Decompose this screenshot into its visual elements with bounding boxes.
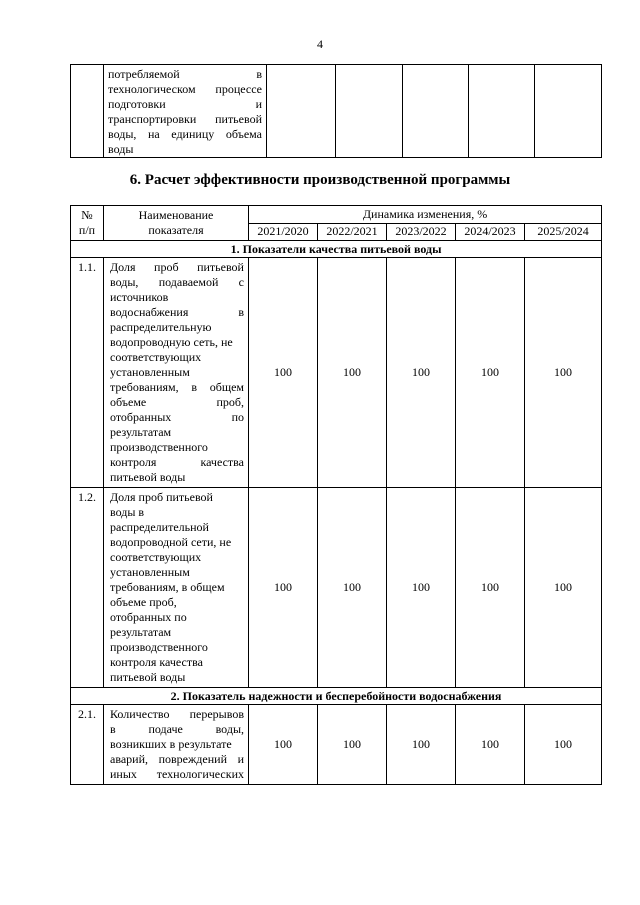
text-line (110, 520, 244, 535)
text-line (110, 290, 244, 305)
text-line (108, 142, 262, 157)
text-line (110, 425, 244, 440)
text-word: в (256, 67, 262, 81)
text-line (110, 505, 244, 520)
value-cell: 100 (525, 488, 602, 688)
header-period-cell: 2024/2023 (456, 223, 525, 241)
value-cell: 100 (318, 705, 387, 785)
text-word: воды, (215, 722, 244, 736)
text-word: отобранных по (110, 610, 187, 624)
text-line (110, 595, 244, 610)
text-word: водопроводную сеть, не (110, 335, 233, 349)
table-row (71, 705, 602, 785)
text-line (110, 565, 244, 580)
text-word: Доля проб питьевой (110, 490, 213, 504)
text-word: подготовки (108, 97, 166, 111)
value-cell: 100 (387, 705, 456, 785)
text-word: воды в (110, 505, 145, 519)
row-index: 2.1. (71, 705, 104, 785)
row-name-cell (104, 488, 249, 688)
text-word: подаваемой (158, 275, 219, 289)
header-period-cell: 2023/2022 (387, 223, 456, 241)
table-row (71, 258, 602, 488)
text-word: технологическом (108, 82, 196, 96)
text-line (110, 625, 244, 640)
value-cell: 100 (456, 705, 525, 785)
text-word: Доля (110, 260, 136, 274)
text-word: общем (209, 380, 244, 394)
text-word: перерывов (189, 707, 244, 721)
text-word: единицу (171, 127, 215, 141)
text-word: питьевой (215, 112, 262, 126)
header-num-sublabel: п/п (78, 223, 96, 237)
text-word: процессе (215, 82, 262, 96)
text-word: воды (108, 142, 134, 156)
text-word: в (238, 305, 244, 319)
text-word: распределительной (110, 520, 209, 534)
text-word: транспортировки (108, 112, 197, 126)
text-line (110, 350, 244, 365)
text-word: результатам (110, 625, 172, 639)
text-line (110, 335, 244, 350)
value-cell: 100 (249, 258, 318, 488)
text-line (110, 490, 244, 505)
text-word: объеме (110, 395, 147, 409)
header-row-1 (71, 206, 602, 224)
text-word: воды, (110, 275, 139, 289)
text-line (108, 67, 262, 82)
text-word: проб (154, 260, 179, 274)
carryover-value-cell (267, 65, 336, 158)
text-word: требованиям, в общем (110, 580, 225, 594)
text-word: в (110, 722, 116, 736)
text-word: производственного (110, 640, 208, 654)
value-cell: 100 (456, 488, 525, 688)
text-line (110, 260, 244, 275)
text-line (110, 767, 244, 782)
text-line (108, 97, 262, 112)
text-word: контроля качества (110, 655, 203, 669)
text-word: результатам (110, 425, 172, 439)
text-word: технологических (156, 767, 244, 781)
value-cell: 100 (387, 488, 456, 688)
section-title-cell: 1. Показатели качества питьевой воды (71, 241, 602, 258)
carryover-value-cell (336, 65, 403, 158)
text-word: питьевой воды (110, 470, 186, 484)
text-line (110, 440, 244, 455)
text-line (108, 127, 262, 142)
text-line (108, 112, 262, 127)
header-period-cell: 2025/2024 (525, 223, 602, 241)
text-word: Количество (110, 707, 170, 721)
text-word: повреждений (158, 752, 227, 766)
text-word: распределительную (110, 320, 212, 334)
text-line (110, 365, 244, 380)
text-word: иных (110, 767, 137, 781)
text-line (110, 455, 244, 470)
header-name-label: Наименование (138, 208, 214, 222)
text-line (110, 410, 244, 425)
text-line (110, 610, 244, 625)
carryover-value-cell (403, 65, 469, 158)
text-word: объема (225, 127, 262, 141)
section-title: 6. Расчет эффективности производственной программы (129, 172, 511, 188)
header-period-cell: 2021/2020 (249, 223, 318, 241)
value-cell: 100 (318, 258, 387, 488)
text-word: водопроводной сети, не (110, 535, 232, 549)
text-word: и (255, 97, 262, 111)
carryover-index-cell (71, 65, 104, 158)
header-dynamics-label: Динамика изменения, % (362, 206, 488, 221)
text-line (110, 550, 244, 565)
text-line (110, 535, 244, 550)
text-word: качества (200, 455, 244, 469)
value-cell: 100 (249, 705, 318, 785)
text-word: на (147, 127, 160, 141)
carryover-value-cell (535, 65, 602, 158)
text-line (110, 722, 244, 737)
row-name-text (104, 258, 248, 487)
section-row (71, 241, 602, 258)
value-cell: 100 (249, 488, 318, 688)
table-row (71, 488, 602, 688)
row-name-cell (104, 258, 249, 488)
text-word: производственного (110, 440, 208, 454)
carryover-value-cell (469, 65, 535, 158)
text-line (110, 380, 244, 395)
text-word: питьевой воды (110, 670, 186, 684)
text-word: водоснабжения (110, 305, 189, 319)
text-word: соответствующих (110, 550, 202, 564)
text-word: установленным (110, 565, 190, 579)
text-word: по (231, 410, 244, 424)
value-cell: 100 (318, 488, 387, 688)
text-word: питьевой (197, 260, 244, 274)
header-period-cell: 2022/2021 (318, 223, 387, 241)
header-name-cell (104, 206, 249, 241)
value-cell: 100 (525, 705, 602, 785)
text-line (110, 707, 244, 722)
text-word: требованиям, (110, 380, 179, 394)
row-index: 1.2. (71, 488, 104, 688)
text-word: источников (110, 290, 169, 304)
text-line (110, 737, 244, 752)
page-number: 4 (317, 37, 323, 51)
header-name-sublabel: показателя (148, 223, 204, 237)
text-word: установленным (110, 365, 190, 379)
text-line (110, 580, 244, 595)
text-line (110, 470, 244, 485)
text-line (110, 320, 244, 335)
text-line (110, 655, 244, 670)
text-line (108, 82, 262, 97)
row-index: 1.1. (71, 258, 104, 488)
text-word: с (238, 275, 244, 289)
text-word: возникших в результате (110, 737, 232, 751)
carryover-row (71, 65, 602, 158)
value-cell: 100 (387, 258, 456, 488)
carryover-name-cell (104, 65, 267, 158)
value-cell: 100 (525, 258, 602, 488)
text-word: и (237, 752, 244, 766)
text-word: воды, (108, 127, 137, 141)
section-title-cell: 2. Показатель надежности и бесперебойности водоснабжения (71, 688, 602, 705)
header-num-cell (71, 206, 104, 241)
text-line (110, 640, 244, 655)
row-name-cell (104, 705, 249, 785)
carryover-name-text (104, 65, 266, 157)
text-word: подаче (148, 722, 183, 736)
text-word: проб, (216, 395, 244, 409)
text-line (110, 752, 244, 767)
text-word: соответствующих (110, 350, 202, 364)
header-num-label: № (81, 208, 93, 222)
row-name-text (104, 705, 248, 784)
text-line (110, 305, 244, 320)
text-line (110, 275, 244, 290)
text-word: отобранных (110, 410, 172, 424)
header-dynamics-cell (249, 206, 602, 224)
value-cell: 100 (456, 258, 525, 488)
efficiency-table (70, 205, 602, 785)
row-name-text (104, 488, 248, 687)
carryover-table (70, 64, 602, 158)
text-word: аварий, (110, 752, 149, 766)
text-word: объеме проб, (110, 595, 177, 609)
text-line (110, 395, 244, 410)
text-line (110, 670, 244, 685)
text-word: контроля (110, 455, 157, 469)
section-row (71, 688, 602, 705)
text-word: потребляемой (108, 67, 180, 81)
text-word: в (191, 380, 198, 394)
